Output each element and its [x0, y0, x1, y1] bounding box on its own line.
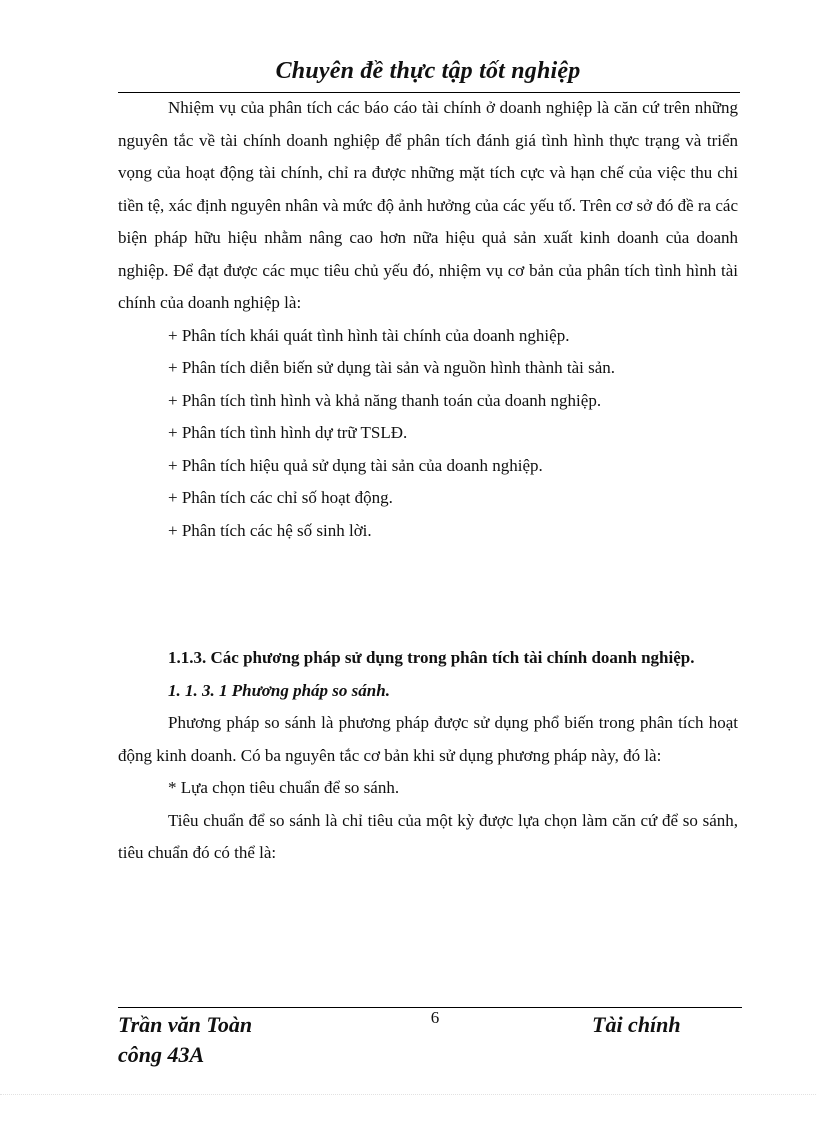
- list-item: + Phân tích tình hình và khả năng thanh toán của doanh nghiệp.: [168, 390, 602, 410]
- footer-department: Tài chính: [592, 1012, 681, 1037]
- task-list: [118, 320, 738, 548]
- blank-space: [118, 547, 738, 642]
- author-name: Trần văn Toàn: [118, 1012, 253, 1037]
- page-bottom-dotted-line: [0, 1094, 816, 1095]
- section-heading: 1.1.3. Các phương pháp sử dụng trong phân tích tài chính doanh nghiệp.: [168, 648, 695, 667]
- footer-author: [118, 1010, 338, 1070]
- list-item: + Phân tích các hệ số sinh lời.: [168, 520, 372, 540]
- criteria-item: * Lựa chọn tiêu chuẩn để so sánh.: [168, 778, 400, 797]
- method-paragraph: Phương pháp so sánh là phương pháp được sử dụng phổ biến trong phân tích hoạt động kinh doanh. Có ba nguyên tắc cơ bản khi sử dụng phương pháp này, đó là:: [118, 713, 738, 765]
- list-item: + Phân tích các chỉ số hoạt động.: [168, 488, 393, 507]
- criteria-paragraph: Tiêu chuẩn để so sánh là chỉ tiêu của một kỳ được lựa chọn làm căn cứ để so sánh, tiêu chuẩn đó có thể là:: [118, 810, 738, 862]
- intro-paragraph: Nhiệm vụ của phân tích các báo cáo tài chính ở doanh nghiệp là căn cứ trên những nguyên tắc về tài chính doanh nghiệp để phân tích đánh giá tình hình thực trạng và triển vọng của hoạt động tài chính, chỉ ra được những mặt tích cực và hạn chế của việc thu chi tiền tệ, xác định nguyên nhân và mức độ ảnh hưởng của các yếu tố. Trên cơ sở đó đề ra các biện pháp hữu hiệu nhằm nâng cao hơn nữa hiệu quả sản xuất kinh doanh của doanh nghiệp. Để đạt được các mục tiêu chủ yếu đó, nhiệm vụ cơ bản của phân tích tình hình tài chính của doanh nghiệp là:: [118, 98, 738, 312]
- subsection-heading: 1. 1. 3. 1 Phương pháp so sánh.: [168, 680, 390, 700]
- list-item: + Phân tích khái quát tình hình tài chính của doanh nghiệp.: [168, 325, 570, 345]
- author-class: công 43A: [118, 1042, 205, 1067]
- document-body: [118, 92, 738, 870]
- list-item: + Phân tích hiệu quả sử dụng tài sản của doanh nghiệp.: [168, 455, 543, 475]
- list-item: + Phân tích diễn biến sử dụng tài sản và nguồn hình thành tài sản.: [168, 358, 616, 377]
- page-header-title: Chuyên đề thực tập tốt nghiệp: [275, 58, 581, 84]
- page-number: 6: [430, 1008, 440, 1027]
- list-item: + Phân tích tình hình dự trữ TSLĐ.: [168, 423, 408, 442]
